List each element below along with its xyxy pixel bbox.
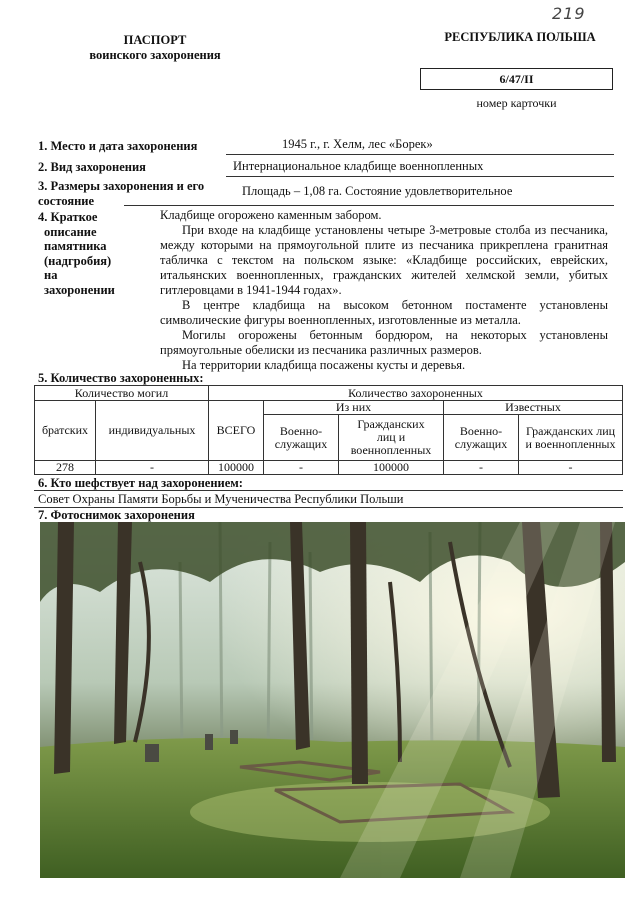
of-them-header: Из них <box>264 401 444 415</box>
col-known-civil <box>519 415 623 461</box>
description-text <box>160 208 608 373</box>
section6-value: Совет Охраны Памяти Борьбы и Мученичества Республики Польши <box>38 492 404 506</box>
place-date-underline <box>226 154 614 155</box>
size-label-1: 3. Размеры захоронения и его <box>38 179 205 193</box>
section7-title: 7. Фотоснимок захоронения <box>38 508 195 522</box>
passport-subtitle: воинского захоронения <box>89 48 221 62</box>
description-paragraph: В центре кладбища на высоком бетонном постаменте установлены символические фигуры военнопленных, изготовленные из металла. <box>160 298 608 327</box>
description-paragraph: Могилы огорожены бетонным бордюром, на некоторых установлены прямоугольные обелиски из песчаника различных размеров. <box>160 328 608 357</box>
col-known-military <box>444 415 519 461</box>
description-paragraph: Кладбище огорожено каменным забором. <box>160 208 382 222</box>
cell-military: - <box>264 461 339 475</box>
burials-table <box>34 385 623 475</box>
buried-count-header: Количество захороненных <box>209 386 623 401</box>
col-military-line: служащих <box>274 436 328 451</box>
table-row <box>35 461 623 475</box>
cell-known-military: - <box>444 461 519 475</box>
description-label <box>38 210 115 298</box>
place-date-label: 1. Место и дата захоронения <box>38 139 198 153</box>
desc-label-6: захоронении <box>44 282 115 297</box>
place-date-value: 1945 г., г. Хелм, лес «Борек» <box>282 137 433 151</box>
col-military-line: Военно- <box>279 423 323 438</box>
cell-brotherly: 278 <box>35 461 96 475</box>
desc-label-5: на <box>44 268 58 283</box>
col-known-military-line: Военно- <box>459 423 503 438</box>
cell-civil: 100000 <box>339 461 444 475</box>
section5-title: 5. Количество захороненных: <box>38 371 204 385</box>
handwritten-number: 219 <box>552 4 586 23</box>
col-civil-line: Гражданских <box>357 417 425 431</box>
cell-individual: - <box>96 461 209 475</box>
col-known-civil-line: и военнопленных <box>525 436 616 451</box>
burial-photo <box>40 522 625 878</box>
country-title: РЕСПУБЛИКА ПОЛЬША <box>444 30 596 44</box>
known-header: Известных <box>444 401 623 415</box>
burial-type-underline <box>226 176 614 177</box>
size-value: Площадь – 1,08 га. Состояние удовлетворительное <box>242 184 513 198</box>
col-civil <box>339 415 444 461</box>
col-brotherly: братских <box>35 401 96 461</box>
desc-label-1: 4. Краткое <box>38 210 98 224</box>
passport-title: ПАСПОРТ <box>123 33 187 47</box>
cell-total: 100000 <box>209 461 264 475</box>
card-number-label: номер карточки <box>476 96 557 110</box>
size-underline <box>124 205 614 206</box>
col-known-military-line: служащих <box>454 436 508 451</box>
card-number-box: 6/47/II <box>420 68 613 90</box>
col-military <box>264 415 339 461</box>
burial-type-value: Интернациональное кладбище военнопленных <box>233 159 484 173</box>
burial-type-label: 2. Вид захоронения <box>38 160 146 174</box>
desc-label-3: памятника <box>44 239 107 254</box>
col-known-civil-line: Гражданских лиц <box>525 423 616 438</box>
col-civil-line: лиц и <box>376 430 406 444</box>
size-label-2: состояние <box>38 194 95 208</box>
col-total: ВСЕГО <box>209 401 264 461</box>
col-civil-line: военнопленных <box>350 443 432 457</box>
cell-known-civil: - <box>519 461 623 475</box>
description-paragraph: При входе на кладбище установлены четыре 3-метровые столба из песчаника, между которыми на прямоугольной плите из песчаника прикреплена гранитная табличка с текстом на польском языке: «Кладбище российских, еврейских, итальянских военнопленных, гражданских жителей хелмской земли, убитых гитлеровцами в 1941-1944 годах». <box>160 223 608 297</box>
section6-title: 6. Кто шефствует над захоронением: <box>38 476 243 490</box>
section6-rule <box>34 490 623 491</box>
desc-label-4: (надгробия) <box>44 253 112 268</box>
col-individual: индивидуальных <box>96 401 209 461</box>
desc-label-2: описание <box>44 224 97 239</box>
graves-count-header: Количество могил <box>35 386 209 401</box>
description-paragraph: На территории кладбища посажены кусты и деревья. <box>182 358 466 372</box>
passport-header <box>40 33 270 63</box>
